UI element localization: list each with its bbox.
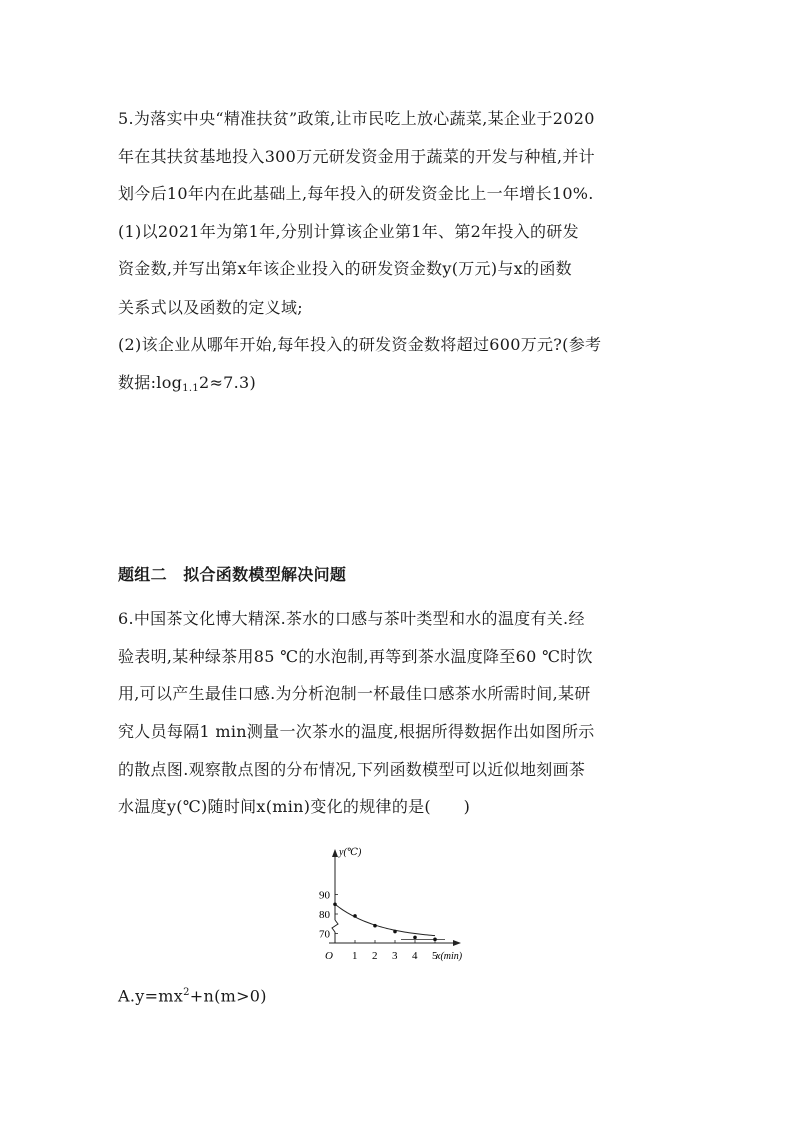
q5-line-7: (2)该企业从哪年开始,每年投入的研发资金数将超过600万元?(参考 [118,335,602,354]
x-tick-label: 5 [432,950,438,962]
data-point [413,936,417,940]
q6-line-6: 水温度y(℃)随时间x(min)变化的规律的是( ) [118,797,471,816]
y-tick-label: 70 [319,928,330,941]
q5-line-5: 资金数,并写出第x年该企业投入的研发资金数y(万元)与x的函数 [118,259,572,278]
y-tick-label: 90 [319,889,330,902]
q5-reference-data [118,372,256,394]
option-a-suffix: +n(m>0) [189,986,267,1006]
origin-label: O [325,950,333,962]
x-tick-label: 4 [412,950,418,962]
y-axis-label: y(℃) [339,847,362,858]
q5-line-2: 年在其扶贫基地投入300万元研发资金用于蔬菜的开发与种植,并计 [118,147,595,166]
scatter-chart [305,842,485,970]
x-tick-label: 3 [392,950,398,962]
data-point [353,914,357,918]
ref-suffix: 2≈7.3) [199,373,257,392]
option-a [118,982,267,1007]
fitted-curve [335,904,435,935]
log-base: 1.1 [182,383,199,394]
data-points [333,902,437,941]
option-a-prefix: A.y=mx [118,986,184,1006]
q5-line-1: 5.为落实中央“精准扶贫”政策,让市民吃上放心蔬菜,某企业于2020 [118,109,595,128]
data-point [373,924,377,928]
x-tick-label: 2 [372,950,378,962]
q6-line-3: 用,可以产生最佳口感.为分析泡制一杯最佳口感茶水所需时间,某研 [118,684,591,703]
option-a-exponent: 2 [183,987,190,998]
q6-line-2: 验表明,某种绿茶用85 ℃的水泡制,再等到茶水温度降至60 ℃时饮 [118,647,593,666]
q6-line-1: 6.中国茶文化博大精深.茶水的口感与茶叶类型和水的温度有关.经 [118,609,585,628]
data-point [393,930,397,934]
q5-line-4: (1)以2021年为第1年,分别计算该企业第1年、第2年投入的研发 [118,222,579,241]
data-point [433,938,437,942]
x-tick-label: 1 [352,950,358,962]
data-point [333,902,337,906]
axis-break-mark [332,920,338,932]
q5-line-3: 划今后10年内在此基础上,每年投入的研发资金比上一年增长10%. [118,184,594,203]
q5-line-6: 关系式以及函数的定义域; [118,298,303,317]
y-tick-label: 80 [319,909,330,921]
ref-prefix: 数据:log [118,373,183,392]
q6-line-5: 的散点图.观察散点图的分布情况,下列函数模型可以近似地刻画茶 [118,760,586,779]
q6-line-4: 究人员每隔1 min测量一次茶水的温度,根据所得数据作出如图所示 [118,722,595,741]
x-axis-label: x(min) [436,951,463,962]
group-heading: 题组二 拟合函数模型解决问题 [118,565,347,584]
